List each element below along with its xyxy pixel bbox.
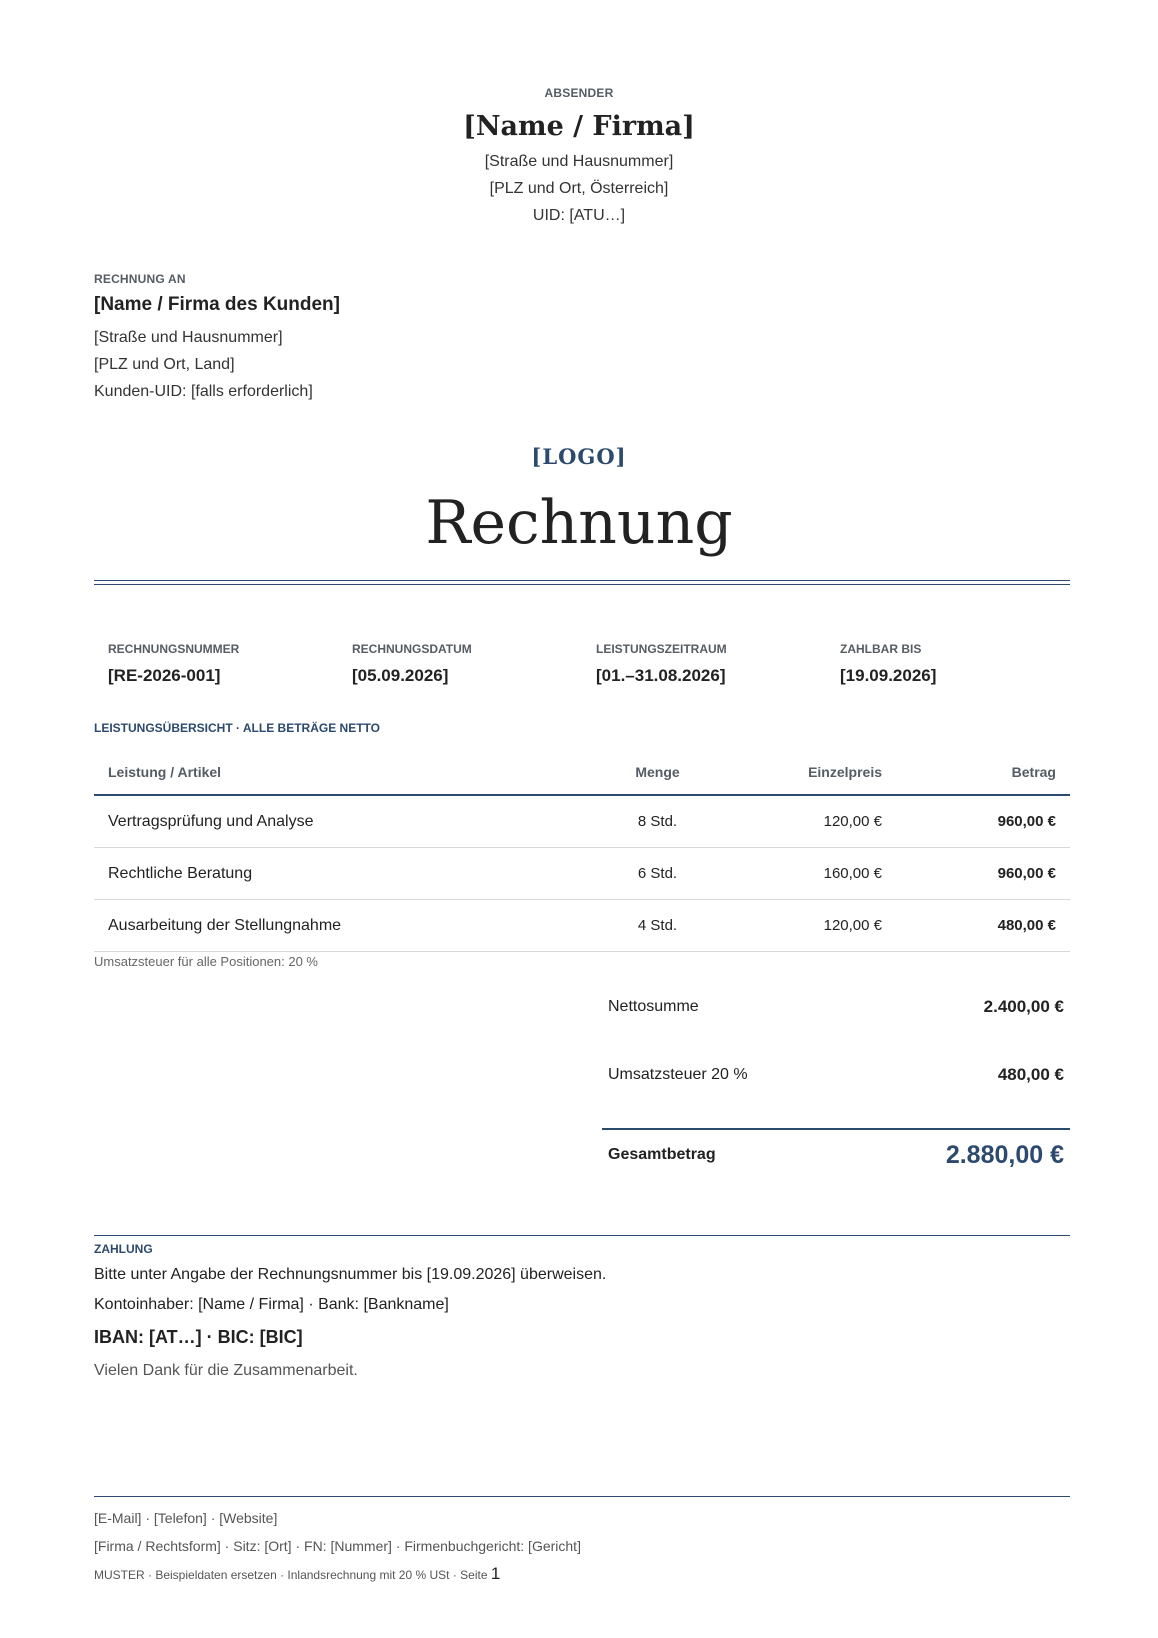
cell-item: Vertragsprüfung und Analyse: [108, 812, 314, 830]
thanks-note: Vielen Dank für die Zusammenarbeit.: [94, 1362, 358, 1379]
meta-invoice-number: [94, 642, 338, 686]
cell-qty: 4 Std.: [637, 917, 678, 934]
recipient-uid: Kunden-UID: [falls erforderlich]: [94, 383, 313, 400]
table-row: [94, 900, 1070, 952]
header-unit-price: Einzelpreis: [808, 764, 882, 780]
meta-value: [01.–31.08.2026]: [596, 666, 726, 685]
cell-qty: 8 Std.: [637, 813, 678, 830]
payment-iban: IBAN: [AT…] · BIC: [BIC]: [94, 1327, 303, 1347]
totals-block: [602, 990, 1070, 1180]
meta-label: RECHNUNGSDATUM: [352, 642, 472, 656]
sender-city: [PLZ und Ort, Österreich]: [489, 180, 669, 197]
net-total-row: [602, 990, 1070, 1024]
header-qty: Menge: [635, 764, 680, 780]
recipient-label: RECHNUNG AN: [94, 272, 186, 286]
footer-company: [Firma / Rechtsform] · Sitz: [Ort] · FN: [Nummer] · Firmenbuchgericht: [Gericht]: [94, 1538, 581, 1554]
table-header: [94, 750, 1070, 796]
vat-note: Umsatzsteuer für alle Positionen: 20 %: [94, 954, 318, 969]
cell-item: Ausarbeitung der Stellungnahme: [108, 916, 342, 934]
vat-total-row: [602, 1058, 1070, 1092]
net-total-label: Nettosumme: [608, 998, 699, 1015]
recipient-block: [94, 272, 340, 405]
footer-divider: [94, 1496, 1070, 1497]
sender-uid: UID: [ATU…]: [532, 207, 626, 224]
sender-name: [Name / Firma]: [463, 111, 695, 142]
sender-street: [Straße und Hausnummer]: [484, 153, 674, 170]
meta-due-date: [826, 642, 1070, 686]
table-row: [94, 796, 1070, 848]
meta-value: [19.09.2026]: [840, 666, 937, 685]
cell-unit-price: 120,00 €: [823, 917, 882, 934]
vat-total-value: 480,00 €: [997, 1065, 1064, 1084]
items-table: [94, 750, 1070, 952]
footer-contact: [E-Mail] · [Telefon] · [Website]: [94, 1510, 278, 1526]
sender-block: [0, 86, 1158, 229]
meta-invoice-date: [338, 642, 582, 686]
meta-value: [RE-2026-001]: [108, 666, 221, 685]
cell-unit-price: 120,00 €: [823, 813, 882, 830]
recipient-street: [Straße und Hausnummer]: [94, 329, 283, 346]
grand-total-row: [602, 1130, 1070, 1180]
meta-value: [05.09.2026]: [352, 666, 449, 685]
payment-label: ZAHLUNG: [94, 1242, 153, 1256]
page-number: 1: [490, 1564, 501, 1583]
payment-instruction: Bitte unter Angabe der Rechnungsnummer bis [19.09.2026] überweisen.: [94, 1266, 607, 1283]
title-divider: [94, 580, 1070, 585]
sender-label: ABSENDER: [544, 86, 614, 100]
vat-total-label: Umsatzsteuer 20 %: [608, 1066, 748, 1083]
logo-placeholder: [LOGO]: [531, 444, 627, 469]
cell-amount: 960,00 €: [997, 865, 1056, 882]
invoice-meta: [94, 642, 1070, 686]
payment-block: [94, 1242, 606, 1380]
meta-label: LEISTUNGSZEITRAUM: [596, 642, 727, 656]
cell-amount: 480,00 €: [997, 917, 1056, 934]
meta-service-period: [582, 642, 826, 686]
payment-divider: [94, 1235, 1070, 1236]
cell-unit-price: 160,00 €: [823, 865, 882, 882]
header-amount: Betrag: [1011, 764, 1056, 780]
footer-note-line: [94, 1560, 581, 1589]
footer: [94, 1504, 581, 1589]
header-item: Leistung / Artikel: [108, 764, 222, 780]
cell-amount: 960,00 €: [997, 813, 1056, 830]
recipient-name: [Name / Firma des Kunden]: [94, 294, 340, 315]
recipient-city: [PLZ und Ort, Land]: [94, 356, 235, 373]
net-total-value: 2.400,00 €: [983, 997, 1064, 1016]
grand-total-value: 2.880,00 €: [945, 1140, 1064, 1169]
meta-label: ZAHLBAR BIS: [840, 642, 922, 656]
meta-label: RECHNUNGSNUMMER: [108, 642, 240, 656]
footer-note: MUSTER · Beispieldaten ersetzen · Inlandsrechnung mit 20 % USt · Seite: [94, 1568, 488, 1582]
items-section-label: LEISTUNGSÜBERSICHT · ALLE BETRÄGE NETTO: [94, 721, 381, 735]
table-row: [94, 848, 1070, 900]
cell-qty: 6 Std.: [637, 865, 678, 882]
cell-item: Rechtliche Beratung: [108, 864, 253, 882]
document-title: Rechnung: [425, 488, 733, 558]
grand-total-label: Gesamtbetrag: [608, 1146, 716, 1163]
payment-account: Kontoinhaber: [Name / Firma] · Bank: [Bankname]: [94, 1296, 449, 1313]
